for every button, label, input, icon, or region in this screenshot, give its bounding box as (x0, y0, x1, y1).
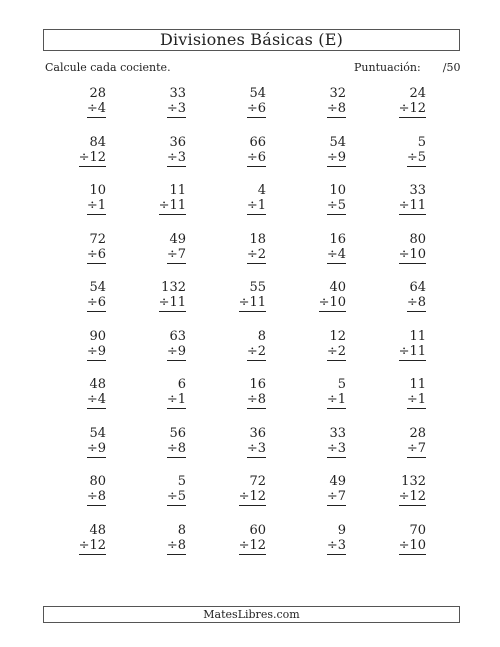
problem-stack (79, 135, 106, 167)
division-problem (128, 377, 208, 426)
dividend: 12 (329, 328, 346, 344)
problem-stack (167, 232, 186, 264)
division-problem (208, 86, 288, 135)
dividend: 18 (249, 231, 266, 247)
division-problem (208, 183, 288, 232)
dividend: 56 (169, 425, 186, 441)
division-problem (128, 280, 208, 329)
divisor: ÷11 (158, 198, 186, 213)
problem-stack (159, 280, 186, 312)
problem-stack (247, 183, 266, 215)
division-problem (208, 474, 288, 523)
problem-stack (239, 474, 266, 506)
division-problem (288, 280, 368, 329)
dividend: 54 (89, 280, 106, 295)
division-problem (208, 426, 288, 475)
divisor: ÷12 (398, 101, 426, 116)
dividend: 4 (257, 183, 266, 198)
division-problem (128, 474, 208, 523)
problem-stack (87, 474, 106, 506)
divisor: ÷1 (166, 392, 186, 407)
problem-stack (159, 183, 186, 215)
problem-stack (247, 329, 266, 361)
divisor: ÷10 (318, 295, 346, 310)
divisor: ÷6 (86, 246, 106, 262)
divisor: ÷6 (246, 149, 266, 165)
division-problem (368, 135, 448, 184)
dividend: 11 (169, 183, 186, 198)
dividend: 33 (169, 86, 186, 101)
dividend: 80 (409, 231, 426, 247)
divisor: ÷7 (326, 489, 346, 504)
score-label: Puntuación: (354, 61, 421, 74)
divisor: ÷3 (326, 440, 346, 456)
problem-stack (399, 183, 426, 215)
dividend: 9 (337, 522, 346, 538)
divisor: ÷3 (166, 149, 186, 165)
division-problem (128, 86, 208, 135)
problem-stack (407, 280, 426, 312)
problem-stack (327, 377, 346, 409)
problem-stack (319, 280, 346, 312)
divisor: ÷11 (398, 198, 426, 213)
dividend: 90 (89, 328, 106, 344)
division-problem (48, 377, 128, 426)
problem-stack (87, 280, 106, 312)
divisor: ÷9 (86, 343, 106, 359)
divisor: ÷1 (246, 198, 266, 213)
problem-stack (167, 135, 186, 167)
division-problem (128, 232, 208, 281)
divisor: ÷7 (166, 246, 186, 262)
dividend: 66 (249, 134, 266, 150)
dividend: 54 (249, 86, 266, 101)
dividend: 24 (409, 86, 426, 101)
division-problem (128, 183, 208, 232)
division-problem (288, 232, 368, 281)
dividend: 54 (89, 425, 106, 441)
division-problem (48, 426, 128, 475)
dividend: 33 (409, 183, 426, 198)
division-problem (288, 474, 368, 523)
problem-stack (399, 86, 426, 118)
problem-stack (247, 135, 266, 167)
division-problem (48, 523, 128, 572)
divisor: ÷1 (406, 392, 426, 407)
divisor: ÷10 (398, 537, 426, 553)
division-problem (48, 280, 128, 329)
dividend: 32 (329, 86, 346, 101)
divisor: ÷4 (86, 101, 106, 116)
divisor: ÷8 (406, 295, 426, 310)
dividend: 5 (417, 134, 426, 150)
divisor: ÷1 (86, 198, 106, 213)
problem-stack (167, 474, 186, 506)
dividend: 10 (89, 183, 106, 198)
division-problem (288, 377, 368, 426)
problem-stack (87, 183, 106, 215)
division-problem (288, 86, 368, 135)
division-problem (368, 523, 448, 572)
dividend: 36 (169, 134, 186, 150)
divisor: ÷4 (326, 246, 346, 262)
problem-stack (399, 329, 426, 361)
divisor: ÷3 (326, 537, 346, 553)
footer-site: MatesLibres.com (43, 606, 460, 623)
dividend: 48 (89, 377, 106, 392)
dividend: 64 (409, 280, 426, 295)
dividend: 80 (89, 474, 106, 489)
problem-stack (327, 86, 346, 118)
divisor: ÷8 (166, 440, 186, 456)
problem-stack (407, 426, 426, 458)
divisor: ÷5 (406, 149, 426, 165)
problem-stack (407, 135, 426, 167)
dividend: 5 (177, 474, 186, 489)
dividend: 40 (329, 280, 346, 295)
divisor: ÷12 (78, 537, 106, 553)
division-problem (288, 329, 368, 378)
dividend: 48 (89, 522, 106, 538)
dividend: 33 (329, 425, 346, 441)
problem-stack (327, 183, 346, 215)
problem-stack (87, 329, 106, 361)
problem-stack (167, 329, 186, 361)
division-problem (208, 523, 288, 572)
problem-stack (87, 426, 106, 458)
dividend: 36 (249, 425, 266, 441)
problem-stack (87, 86, 106, 118)
divisor: ÷12 (78, 149, 106, 165)
dividend: 6 (177, 377, 186, 392)
problem-stack (327, 426, 346, 458)
problem-stack (327, 329, 346, 361)
division-problem (208, 135, 288, 184)
division-problem (48, 183, 128, 232)
problem-stack (239, 280, 266, 312)
divisor: ÷4 (86, 392, 106, 407)
divisor: ÷1 (326, 392, 346, 407)
division-problem (368, 377, 448, 426)
division-problem (48, 135, 128, 184)
dividend: 16 (329, 231, 346, 247)
dividend: 49 (329, 474, 346, 489)
division-problem (368, 183, 448, 232)
problem-stack (247, 232, 266, 264)
dividend: 72 (89, 231, 106, 247)
worksheet-title: Divisiones Básicas (E) (43, 29, 460, 51)
division-problem (208, 377, 288, 426)
division-problem (368, 86, 448, 135)
divisor: ÷12 (398, 489, 426, 504)
division-problem (368, 280, 448, 329)
problem-stack (247, 426, 266, 458)
divisor: ÷6 (86, 295, 106, 310)
divisor: ÷8 (326, 101, 346, 116)
division-problem (128, 329, 208, 378)
divisor: ÷12 (238, 489, 266, 504)
divisor: ÷8 (86, 489, 106, 504)
dividend: 70 (409, 522, 426, 538)
division-problem (48, 329, 128, 378)
problem-stack (399, 523, 426, 555)
dividend: 55 (249, 280, 266, 295)
division-problem (288, 135, 368, 184)
problem-stack (327, 232, 346, 264)
divisor: ÷9 (166, 343, 186, 359)
problem-stack (167, 426, 186, 458)
divisor: ÷3 (166, 101, 186, 116)
dividend: 54 (329, 134, 346, 150)
problem-grid (48, 86, 448, 571)
dividend: 84 (89, 134, 106, 150)
dividend: 28 (89, 86, 106, 101)
problem-stack (327, 135, 346, 167)
problem-stack (87, 232, 106, 264)
division-problem (288, 426, 368, 475)
instructions-text: Calcule cada cociente. (45, 61, 171, 74)
dividend: 28 (409, 425, 426, 441)
problem-stack (399, 474, 426, 506)
score-field (354, 61, 460, 74)
problem-stack (399, 232, 426, 264)
divisor: ÷2 (246, 246, 266, 262)
dividend: 5 (337, 377, 346, 392)
problem-stack (87, 377, 106, 409)
division-problem (48, 232, 128, 281)
problem-stack (79, 523, 106, 555)
problem-stack (247, 377, 266, 409)
divisor: ÷8 (246, 392, 266, 407)
dividend: 63 (169, 328, 186, 344)
problem-stack (239, 523, 266, 555)
dividend: 60 (249, 522, 266, 538)
divisor: ÷3 (246, 440, 266, 456)
dividend: 132 (401, 474, 426, 489)
dividend: 11 (409, 377, 426, 392)
dividend: 132 (161, 280, 186, 295)
division-problem (368, 426, 448, 475)
problem-stack (247, 86, 266, 118)
divisor: ÷9 (86, 440, 106, 456)
problem-stack (167, 377, 186, 409)
divisor: ÷9 (326, 149, 346, 165)
problem-stack (167, 86, 186, 118)
dividend: 16 (249, 377, 266, 392)
divisor: ÷11 (158, 295, 186, 310)
division-problem (368, 232, 448, 281)
division-problem (128, 135, 208, 184)
score-total: /50 (442, 61, 461, 74)
division-problem (288, 523, 368, 572)
divisor: ÷10 (398, 246, 426, 262)
dividend: 11 (409, 328, 426, 344)
division-problem (368, 329, 448, 378)
divisor: ÷8 (166, 537, 186, 553)
problem-stack (407, 377, 426, 409)
divisor: ÷11 (238, 295, 266, 310)
divisor: ÷5 (166, 489, 186, 504)
division-problem (368, 474, 448, 523)
dividend: 8 (177, 522, 186, 538)
problem-stack (167, 523, 186, 555)
division-problem (208, 232, 288, 281)
problem-stack (327, 474, 346, 506)
division-problem (48, 86, 128, 135)
division-problem (288, 183, 368, 232)
division-problem (208, 329, 288, 378)
divisor: ÷2 (246, 343, 266, 359)
problem-stack (327, 523, 346, 555)
divisor: ÷12 (238, 537, 266, 553)
divisor: ÷7 (406, 440, 426, 456)
division-problem (128, 523, 208, 572)
divisor: ÷11 (398, 343, 426, 359)
divisor: ÷6 (246, 101, 266, 116)
division-problem (48, 474, 128, 523)
dividend: 8 (257, 328, 266, 344)
dividend: 72 (249, 474, 266, 489)
divisor: ÷2 (326, 343, 346, 359)
dividend: 10 (329, 183, 346, 198)
division-problem (128, 426, 208, 475)
divisor: ÷5 (326, 198, 346, 213)
dividend: 49 (169, 231, 186, 247)
division-problem (208, 280, 288, 329)
